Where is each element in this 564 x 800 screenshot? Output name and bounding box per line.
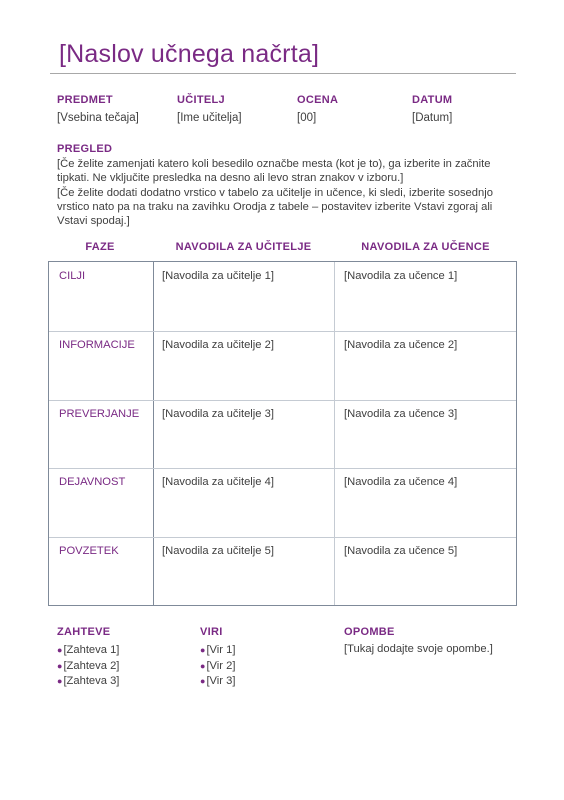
list-item[interactable] [57,659,119,675]
teacher-instruction-cell[interactable]: [Navodila za učitelje 1] [162,270,274,282]
meta-grade-value[interactable]: [00] [297,112,317,124]
meta-subject-label: PREDMET [57,94,113,106]
overview-paragraph-2[interactable]: [Če želite dodati dodatno vrstico v tabelo za učitelje in učence, ki sledi, izberite sosednjo vrstico nato pa na traku na zavihku Orodja z tabele – postavitev izberite Vstavi zgoraj ali Vstavi spodaj.] [57,187,493,227]
bullet-dot-icon: ● [57,676,63,686]
sources-list [200,643,235,690]
bullet-dot-icon: ● [200,660,206,671]
requirement-text: [Zahteva 3] [63,675,120,687]
list-item[interactable] [200,643,235,659]
notes-text[interactable]: [Tukaj dodajte svoje opombe.] [344,643,493,655]
table-row [49,400,516,469]
document-title[interactable]: [Naslov učnega načrta] [59,40,320,68]
list-item[interactable] [200,674,235,690]
phase-cell[interactable]: DEJAVNOST [59,476,126,488]
requirement-text: [Zahteva 1] [63,644,120,656]
meta-subject [57,94,139,124]
meta-teacher-label: UČITELJ [177,94,225,106]
table-row [49,537,516,606]
column-header-teacher-instructions: NAVODILA ZA UČITELJE [175,241,312,253]
meta-grade-label: OCENA [297,94,339,106]
meta-teacher-value[interactable]: [Ime učitelja] [177,112,242,124]
student-instruction-cell[interactable]: [Navodila za učence 5] [344,545,458,557]
requirements-heading: ZAHTEVE [57,626,111,638]
sources-heading: VIRI [200,626,223,638]
table-row [49,468,516,537]
meta-grade [297,94,338,124]
overview-heading: PREGLED [57,143,113,155]
notes-section [344,626,493,655]
phase-cell[interactable]: CILJI [59,270,86,282]
overview-paragraph-1[interactable]: [Če želite zamenjati katero koli besedilo označbe mesta (kot je to), ga izberite in začnite tipkati. Ne vključite presledka na desno ali levo stran znakov v izboru.] [57,158,491,184]
student-instruction-cell[interactable]: [Navodila za učence 4] [344,476,458,488]
source-text: [Vir 3] [206,675,236,687]
teacher-instruction-cell[interactable]: [Navodila za učitelje 2] [162,339,274,351]
meta-date [412,94,452,124]
phase-cell[interactable]: POVZETEK [59,545,119,557]
meta-teacher [177,94,242,124]
phase-cell[interactable]: INFORMACIJE [59,339,135,351]
meta-date-value[interactable]: [Datum] [412,112,453,124]
meta-subject-value[interactable]: [Vsebina tečaja] [57,112,139,124]
teacher-instruction-cell[interactable]: [Navodila za učitelje 3] [162,408,274,420]
bullet-dot-icon: ● [57,645,63,655]
source-text: [Vir 1] [206,644,236,656]
source-text: [Vir 2] [206,659,236,672]
notes-heading: OPOMBE [344,626,395,638]
table-row [49,262,516,331]
sources-section [200,626,235,690]
student-instruction-cell[interactable]: [Navodila za učence 2] [344,339,458,351]
list-item[interactable] [200,659,235,675]
requirements-list [57,643,119,690]
column-header-phases: FAZE [85,241,115,253]
teacher-instruction-cell[interactable]: [Navodila za učitelje 5] [162,545,274,557]
meta-date-label: DATUM [412,94,453,106]
phase-cell[interactable]: PREVERJANJE [59,408,140,420]
teacher-instruction-cell[interactable]: [Navodila za učitelje 4] [162,476,274,488]
bullet-dot-icon: ● [200,645,206,655]
student-instruction-cell[interactable]: [Navodila za učence 3] [344,408,458,420]
table-row [49,331,516,400]
student-instruction-cell[interactable]: [Navodila za učence 1] [344,270,458,282]
column-header-student-instructions: NAVODILA ZA UČENCE [361,241,490,253]
requirements-section [57,626,119,690]
list-item[interactable] [57,643,119,659]
bullet-dot-icon: ● [200,676,206,686]
title-divider [50,73,516,74]
lesson-plan-table [48,261,517,606]
requirement-text: [Zahteva 2] [63,659,120,672]
bullet-dot-icon: ● [57,660,63,671]
list-item[interactable] [57,674,119,690]
